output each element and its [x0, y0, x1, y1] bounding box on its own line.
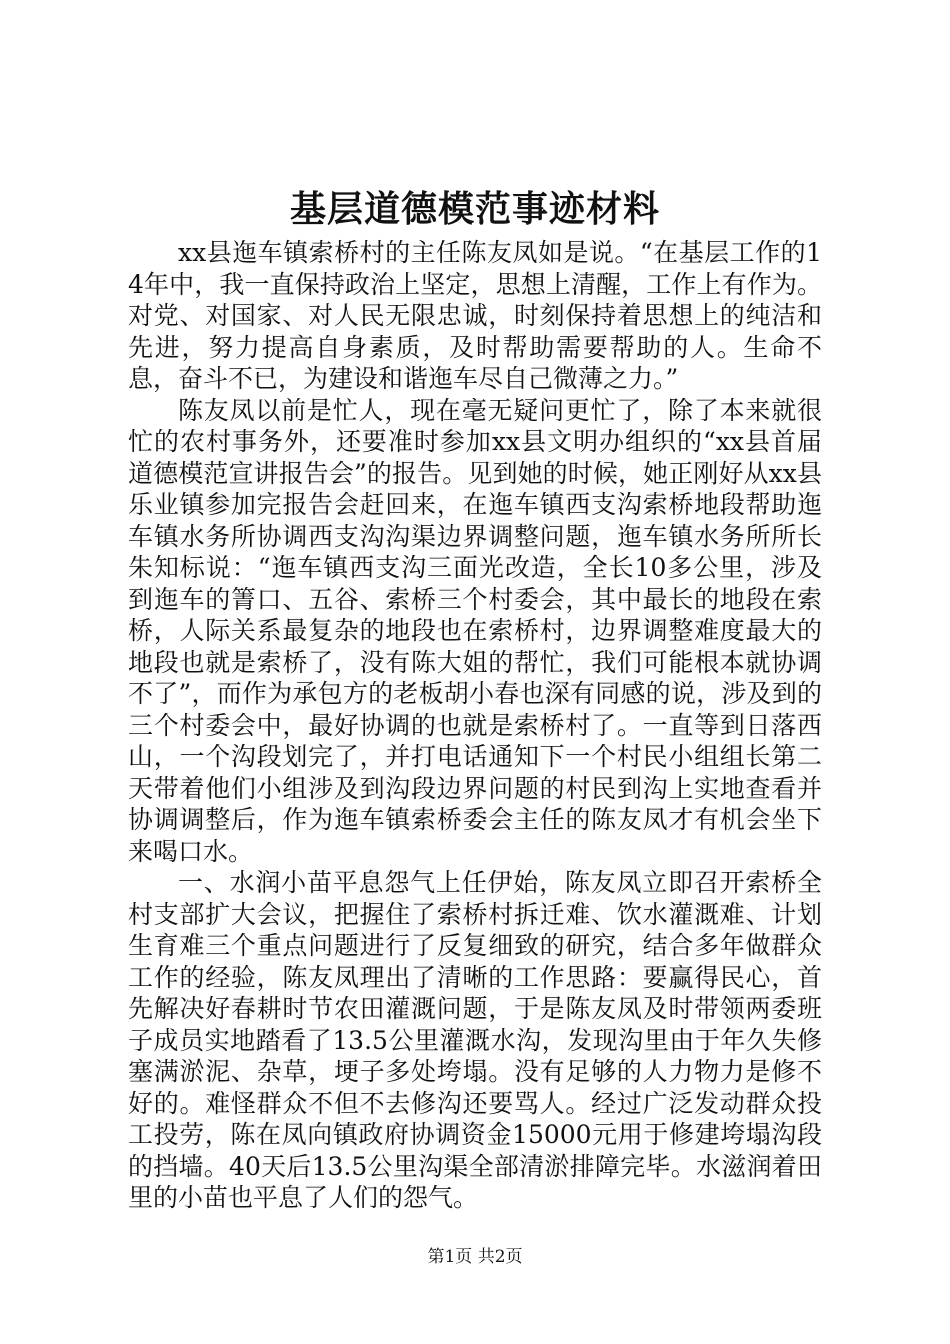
paragraph-3: 一、水润小苗平息怨气上任伊始，陈友凤立即召开索桥全村支部扩大会议，把握住了索桥村拆迁难、饮水灌溉难、计划生育难三个重点问题进行了反复细致的研究，结合多年做群众工作的经验，陈友凤理出了清晰的工作思路：要赢得民心，首先解决好春耕时节农田灌溉问题，于是陈友凤及时带领两委班子成员实地踏看了13.5公里灌溉水沟，发现沟里由于年久失修塞满淤泥、杂草，埂子多处垮塌。没有足够的人力物力是修不好的。难怪群众不但不去修沟还要骂人。经过广泛发动群众投工投劳，陈在凤向镇政府协调资金15000元用于修建垮塌沟段的挡墙。40天后13.5公里沟渠全部清淤排障完毕。水滋润着田里的小苗也平息了人们的怨气。	[128, 868, 822, 1212]
paragraph-1: xx县迤车镇索桥村的主任陈友凤如是说。“在基层工作的14年中，我一直保持政治上坚定，思想上清醒，工作上有作为。对党、对国家、对人民无限忠诚，时刻保持着思想上的纯洁和先进，努力提高自身素质，及时帮助需要帮助的人。生命不息，奋斗不已，为建设和谐迤车尽自己微薄之力。”	[128, 238, 822, 393]
page-footer: 第1页 共2页	[427, 1247, 523, 1267]
paragraph-2: 陈友凤以前是忙人，现在毫无疑问更忙了，除了本来就很忙的农村事务外，还要准时参加xx县文明办组织的“xx县首届道德模范宣讲报告会”的报告。见到她的时候，她正刚好从xx县乐业镇参加完报告会赶回来，在迤车镇西支沟索桥地段帮助迤车镇水务所协调西支沟沟渠边界调整问题，迤车镇水务所所长朱知标说：“迤车镇西支沟三面光改造，全长10多公里，涉及到迤车的箐口、五谷、索桥三个村委会，其中最长的地段在索桥，人际关系最复杂的地段也在索桥村，边界调整难度最大的地段也就是索桥了，没有陈大姐的帮忙，我们可能根本就协调不了”，而作为承包方的老板胡小春也深有同感的说，涉及到的三个村委会中，最好协调的也就是索桥村了。一直等到日落西山，一个沟段划完了，并打电话通知下一个村民小组组长第二天带着他们小组涉及到沟段边界问题的村民到沟上实地查看并协调调整后，作为迤车镇索桥委会主任的陈友凤才有机会坐下来喝口水。	[128, 395, 822, 866]
document-title: 基层道德模范事迹材料	[289, 188, 660, 230]
document-body	[128, 237, 822, 1214]
